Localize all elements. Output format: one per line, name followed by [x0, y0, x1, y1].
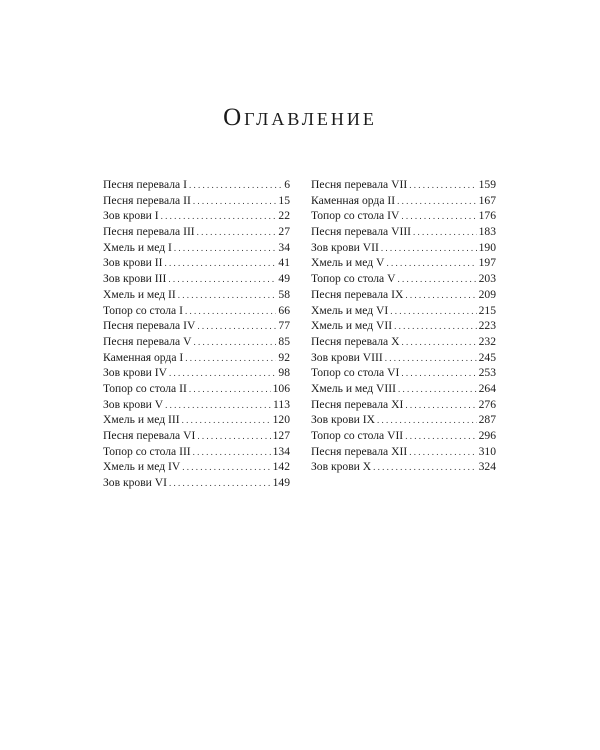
- toc-entry-page-number: 183: [478, 225, 496, 239]
- dot-leader: [185, 351, 276, 367]
- toc-entry: [103, 318, 290, 334]
- dot-leader: [381, 241, 477, 257]
- toc-entry: [311, 208, 496, 224]
- toc-entry-title: Зов крови VI: [103, 476, 168, 490]
- toc-entry-title: Хмель и мед VII: [311, 319, 393, 333]
- toc-entry-title: Хмель и мед VI: [311, 303, 389, 317]
- dot-leader: [398, 382, 477, 398]
- toc-entry-page-number: 296: [478, 429, 496, 442]
- dot-leader: [182, 460, 270, 476]
- toc-entry-title: Песня перевала I: [103, 178, 187, 191]
- toc-entry-title: Топор со стола VI: [311, 366, 400, 380]
- toc-entry-title: Песня перевала VII: [311, 178, 408, 191]
- toc-entry-page-number: 232: [478, 334, 496, 348]
- dot-leader: [185, 304, 276, 320]
- toc-entry-page-number: 113: [273, 397, 290, 411]
- dot-leader: [189, 178, 282, 194]
- toc-entry-title: Песня перевала V: [103, 334, 192, 348]
- dot-leader: [197, 429, 270, 445]
- toc-entry-page-number: 159: [478, 178, 496, 191]
- toc-entry-title: Песня перевала X: [311, 334, 400, 348]
- dot-leader: [168, 272, 276, 288]
- toc-entry-title: Песня перевала VI: [103, 429, 196, 442]
- toc-entry-title: Хмель и мед VIII: [311, 381, 397, 395]
- dot-leader: [401, 335, 476, 351]
- toc-entry-page-number: 34: [278, 240, 290, 254]
- toc-entry-page-number: 149: [272, 476, 290, 490]
- dot-leader: [397, 194, 477, 210]
- toc-column-right: [311, 177, 496, 475]
- toc-entry: [311, 350, 496, 366]
- toc-entry: [103, 350, 290, 366]
- toc-entry-title: Топор со стола III: [103, 444, 191, 458]
- toc-entry-page-number: 310: [478, 444, 496, 458]
- toc-entry: [311, 459, 496, 475]
- toc-entry-page-number: 324: [478, 460, 496, 474]
- toc-entry-title: Хмель и мед IV: [103, 460, 181, 474]
- toc-entry-title: Зов крови II: [103, 256, 163, 270]
- toc-entry: [311, 224, 496, 240]
- toc-entry: [103, 334, 290, 350]
- dot-leader: [193, 445, 271, 461]
- toc-entry-page-number: 41: [278, 256, 290, 270]
- toc-entry-page-number: 127: [272, 429, 290, 442]
- toc-entry-page-number: 167: [478, 193, 496, 207]
- toc-entry-page-number: 215: [478, 303, 496, 317]
- toc-entry-title: Зов крови VIII: [311, 350, 383, 364]
- toc-entry-title: Топор со стола IV: [311, 209, 400, 223]
- toc-entry: [103, 224, 290, 240]
- toc-entry: [103, 255, 290, 271]
- dot-leader: [409, 178, 476, 194]
- toc-entry: [311, 318, 496, 334]
- dot-leader: [373, 460, 476, 476]
- toc-entry-page-number: 58: [278, 287, 290, 301]
- dot-leader: [397, 272, 476, 288]
- toc-entry-title: Песня перевала III: [103, 225, 195, 239]
- dot-leader: [401, 366, 476, 382]
- toc-entry-page-number: 276: [478, 397, 496, 411]
- toc-entry-title: Зов крови IV: [103, 366, 168, 380]
- toc-entry: [103, 287, 290, 303]
- toc-entry-title: Песня перевала VIII: [311, 225, 412, 239]
- toc-entry-page-number: 106: [272, 381, 290, 395]
- toc-entry: [103, 365, 290, 381]
- toc-entry: [103, 240, 290, 256]
- toc-entry: [103, 303, 290, 319]
- toc-entry-page-number: 197: [478, 256, 496, 270]
- toc-entry-title: Песня перевала IV: [103, 319, 196, 333]
- dot-leader: [390, 304, 476, 320]
- toc-entry-page-number: 176: [478, 209, 496, 223]
- toc-entry-page-number: 190: [478, 240, 496, 254]
- toc-entry-title: Зов крови V: [103, 397, 164, 411]
- dot-leader: [178, 288, 277, 304]
- dot-leader: [394, 319, 476, 335]
- toc-entry-page-number: 15: [278, 193, 290, 207]
- toc-entry-page-number: 209: [478, 287, 496, 301]
- toc-entry-page-number: 27: [278, 225, 290, 239]
- toc-entry-page-number: 134: [272, 444, 290, 458]
- toc-entry: [311, 412, 496, 428]
- toc-entry-title: Топор со стола V: [311, 272, 396, 286]
- toc-entry: [103, 271, 290, 287]
- toc-entry-title: Хмель и мед III: [103, 413, 180, 427]
- toc-entry: [103, 444, 290, 460]
- toc-entry-page-number: 92: [278, 350, 290, 364]
- toc-entry: [311, 287, 496, 303]
- dot-leader: [405, 429, 476, 445]
- toc-entry-page-number: 66: [278, 303, 290, 317]
- toc-entry-page-number: 245: [478, 350, 496, 364]
- dot-leader: [161, 209, 277, 225]
- toc-entry-title: Песня перевала XI: [311, 397, 404, 411]
- toc-entry-page-number: 6: [284, 178, 290, 191]
- dot-leader: [169, 476, 271, 492]
- toc-entry-page-number: 287: [478, 413, 496, 427]
- toc-entry: [311, 365, 496, 381]
- dot-leader: [197, 319, 276, 335]
- toc-entry: [311, 271, 496, 287]
- dot-leader: [405, 398, 476, 414]
- toc-entry-page-number: 142: [272, 460, 290, 474]
- toc-entry-title: Топор со стола I: [103, 303, 183, 317]
- toc-entry-page-number: 223: [478, 319, 496, 333]
- dot-leader: [409, 445, 476, 461]
- toc-entry: [311, 397, 496, 413]
- toc-entry-title: Каменная орда II: [311, 193, 396, 207]
- toc-entry: [311, 334, 496, 350]
- toc-entry: [103, 177, 290, 193]
- toc-entry-title: Зов крови IX: [311, 413, 376, 427]
- toc-entry: [103, 193, 290, 209]
- toc-entry-title: Песня перевала XII: [311, 444, 408, 458]
- dot-leader: [189, 382, 271, 398]
- dot-leader: [193, 194, 277, 210]
- toc-entry-page-number: 49: [278, 272, 290, 286]
- toc-entry: [311, 177, 496, 193]
- toc-entry-page-number: 203: [478, 272, 496, 286]
- toc-entry-page-number: 253: [478, 366, 496, 380]
- dot-leader: [165, 256, 277, 272]
- dot-leader: [413, 225, 477, 241]
- toc-entry: [103, 381, 290, 397]
- toc-entry-page-number: 77: [278, 319, 290, 333]
- toc-entry-page-number: 120: [272, 413, 290, 427]
- toc-entry-title: Каменная орда I: [103, 350, 184, 364]
- toc-entry-title: Хмель и мед II: [103, 287, 176, 301]
- dot-leader: [386, 256, 476, 272]
- toc-entry-title: Топор со стола VII: [311, 429, 404, 442]
- toc-entry: [311, 240, 496, 256]
- toc-entry: [103, 397, 290, 413]
- toc-entry-title: Песня перевала II: [103, 193, 191, 207]
- page-title: Оглавление: [223, 104, 377, 131]
- dot-leader: [197, 225, 277, 241]
- dot-leader: [385, 351, 477, 367]
- toc-entry: [103, 459, 290, 475]
- toc-entry: [311, 381, 496, 397]
- toc-entry-title: Зов крови X: [311, 460, 372, 474]
- toc-entry: [103, 428, 290, 444]
- toc-entry-page-number: 264: [478, 381, 496, 395]
- toc-entry-title: Зов крови VII: [311, 240, 379, 254]
- toc-entry-page-number: 85: [278, 334, 290, 348]
- dot-leader: [174, 241, 276, 257]
- dot-leader: [169, 366, 276, 382]
- toc-entry: [103, 475, 290, 491]
- toc-entry-title: Хмель и мед V: [311, 256, 385, 270]
- toc-entry: [311, 428, 496, 444]
- dot-leader: [377, 413, 477, 429]
- dot-leader: [182, 413, 271, 429]
- toc-entry: [311, 303, 496, 319]
- dot-leader: [401, 209, 476, 225]
- dot-leader: [165, 398, 271, 414]
- dot-leader: [405, 288, 476, 304]
- toc-entry: [103, 412, 290, 428]
- toc-entry: [311, 193, 496, 209]
- toc-entry-title: Песня перевала IX: [311, 287, 404, 301]
- toc-entry-page-number: 98: [278, 366, 290, 380]
- toc-entry-page-number: 22: [278, 209, 290, 223]
- toc-column-left: [103, 177, 290, 491]
- toc-entry-title: Топор со стола II: [103, 381, 187, 395]
- toc-entry-title: Хмель и мед I: [103, 240, 172, 254]
- toc-entry: [311, 255, 496, 271]
- toc-entry: [103, 208, 290, 224]
- toc-entry-title: Зов крови I: [103, 209, 159, 223]
- toc-entry-title: Зов крови III: [103, 272, 167, 286]
- toc-entry: [311, 444, 496, 460]
- dot-leader: [193, 335, 276, 351]
